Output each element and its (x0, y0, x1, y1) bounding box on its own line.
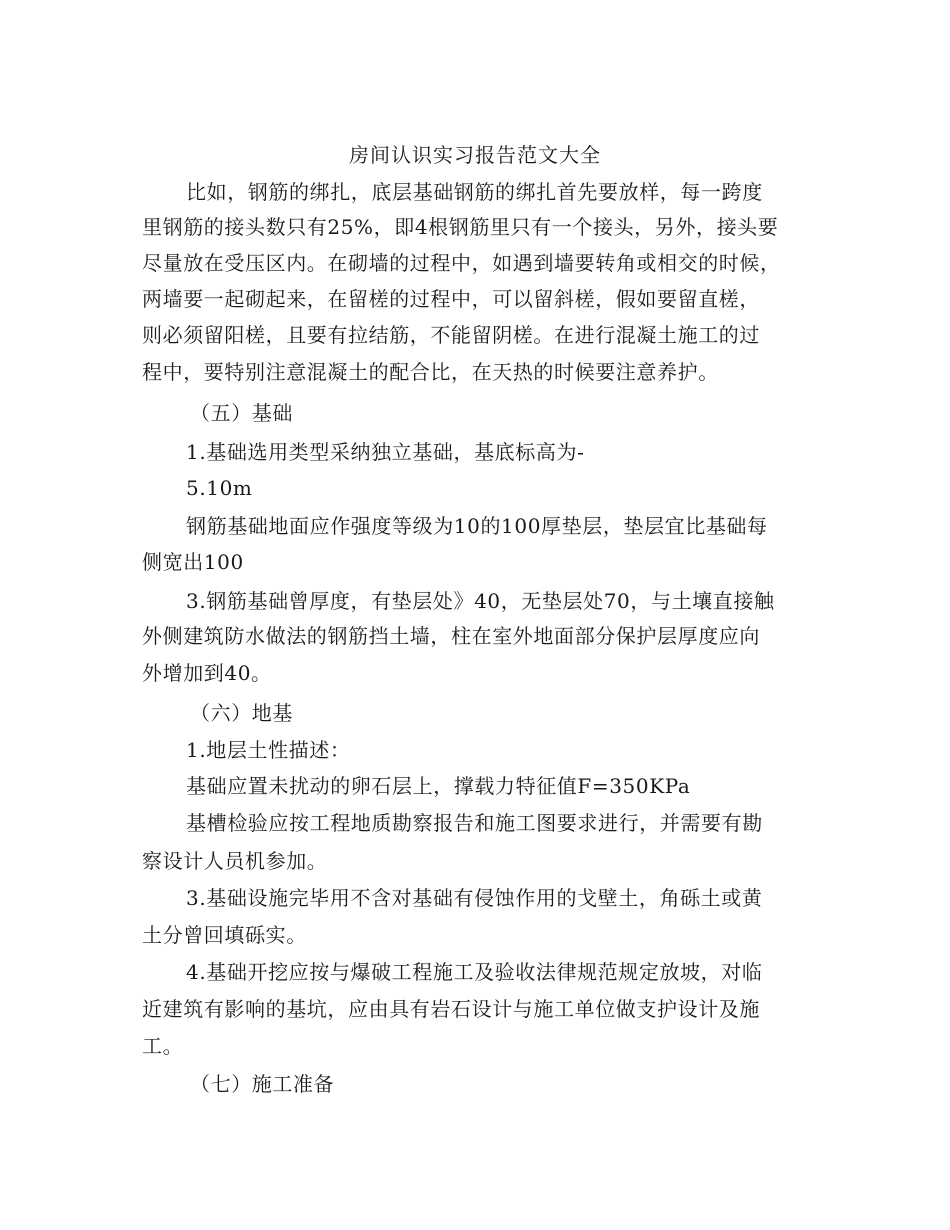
section-heading: （七）施工准备 (190, 1072, 335, 1096)
paragraph-line: 则必须留阳槎，且要有拉结筋，不能留阴槎。在进行混凝土施工的过 (142, 323, 760, 347)
section-heading: （六）地基 (190, 701, 293, 725)
paragraph-line: 近建筑有影响的基坑，应由具有岩石设计与施工单位做支护设计及施 (142, 997, 760, 1021)
paragraph-line: 4.基础开挖应按与爆破工程施工及验收法律规范规定放坡，对临 (186, 960, 763, 984)
paragraph-line: 5.10m (186, 476, 253, 500)
paragraph-line: 外增加到40。 (142, 661, 272, 685)
paragraph-line: 1.地层土性描述： (186, 738, 351, 762)
paragraph-line: 里钢筋的接头数只有25%，即4根钢筋里只有一个接头，另外，接头要 (142, 215, 779, 239)
paragraph-line: 比如，钢筋的绑扎，底层基础钢筋的绑扎首先要放样，每一跨度 (186, 180, 763, 204)
paragraph-line: 侧宽出100 (142, 550, 244, 574)
section-heading: （五）基础 (190, 401, 293, 425)
paragraph-line: 3.基础设施完毕用不含对基础有侵蚀作用的戈壁土，角砾土或黄 (186, 886, 763, 910)
paragraph-line: 工。 (142, 1034, 184, 1058)
paragraph-line: 尽量放在受压区内。在砌墙的过程中，如遇到墙要转角或相交的时候， (142, 251, 781, 275)
paragraph-line: 3.钢筋基础曾厚度，有垫层处》40，无垫层处70，与土壤直接触 (186, 589, 775, 613)
paragraph-line: 土分曾回填砾实。 (142, 923, 307, 947)
paragraph-line: 基础应置未扰动的卵石层上，撑载力特征值F=350KPa (186, 774, 691, 798)
paragraph-line: 外侧建筑防水做法的钢筋挡土墙，柱在室外地面部分保护层厚度应向 (142, 624, 760, 648)
paragraph-line: 程中，要特别注意混凝土的配合比，在天热的时候要注意养护。 (142, 360, 719, 384)
paragraph-line: 两墙要一起砌起来，在留槎的过程中，可以留斜槎，假如要留直槎， (142, 287, 760, 311)
document-title: 房间认识实习报告范文大全 (349, 143, 601, 167)
paragraph-line: 基槽检验应按工程地质勘察报告和施工图要求进行，并需要有勘 (186, 811, 763, 835)
paragraph-line: 察设计人员机参加。 (142, 849, 328, 873)
paragraph-line: 1.基础选用类型采纳独立基础，基底标高为- (186, 440, 585, 464)
paragraph-line: 钢筋基础地面应作强度等级为10的100厚垫层，垫层宜比基础每 (186, 514, 768, 538)
